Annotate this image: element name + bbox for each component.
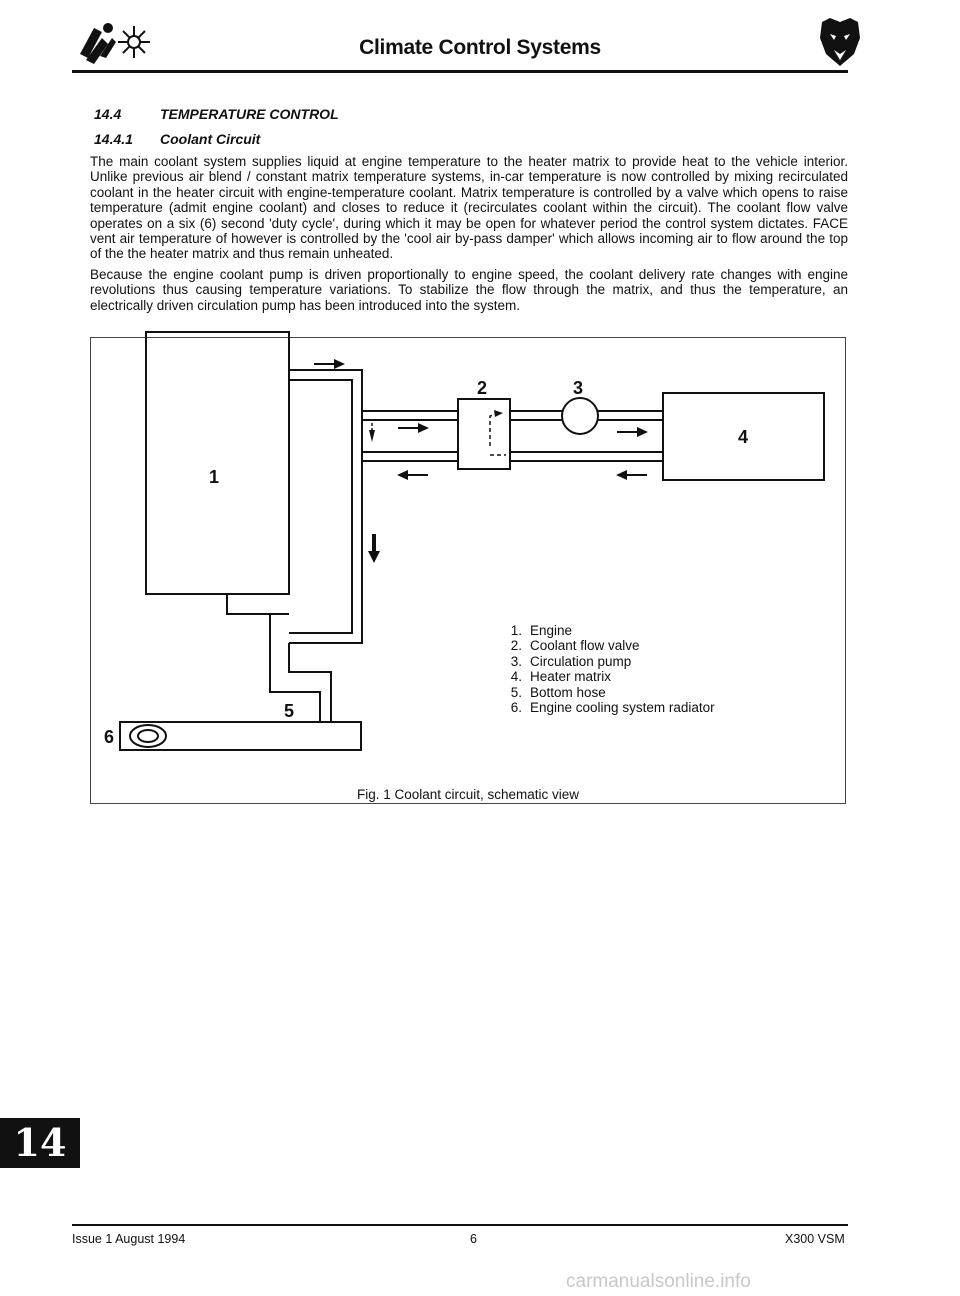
subsection-title: Coolant Circuit xyxy=(160,131,261,147)
valve-arrow-icon xyxy=(494,410,503,417)
legend-number: 6. xyxy=(510,700,522,716)
flow-arrow-left-icon xyxy=(616,470,647,480)
legend-item xyxy=(500,623,715,638)
section-tab: 14 xyxy=(0,1118,80,1168)
return-pipe-b xyxy=(510,452,663,461)
section-number: 14.4 xyxy=(94,106,122,122)
footer-page-number: 6 xyxy=(470,1232,477,1246)
legend-item xyxy=(500,638,715,653)
legend-number: 2. xyxy=(510,638,522,654)
circulation-pump xyxy=(562,398,598,434)
flow-arrow-right-icon xyxy=(314,359,345,369)
legend-item xyxy=(500,669,715,684)
legend-label: Coolant flow valve xyxy=(530,638,640,654)
watermark: carmanualsonline.info xyxy=(566,1271,751,1292)
body-paragraph-1: The main coolant system supplies liquid at engine temperature to the heater matrix to provide heat to the vehicle interior. Unlike previous air blend / constant matrix temperature systems, in-car temperature is now controlled by mixing recirculated coolant in the heater circuit with engine-temperature coolant. Matrix temperature is controlled by a valve which opens to raise temperature (admit engine coolant) and closes to reduce it (recirculates coolant within the circuit). The coolant flow valve operates on a six (6) second 'duty cycle', during which it may be open for whatever period the control system dictates. FACE vent air temperature of however is controlled by the 'cool air by-pass damper' which allows incoming air to flow around the top of the the heater matrix and thus remain unheated. xyxy=(90,154,848,262)
section-title: TEMPERATURE CONTROL xyxy=(160,106,339,122)
page-header-title: Climate Control Systems xyxy=(359,36,601,59)
footer-rule xyxy=(72,1224,848,1226)
legend-label: Circulation pump xyxy=(530,653,632,669)
supply-pipe-a xyxy=(362,411,458,420)
engine-block xyxy=(146,332,289,594)
flow-arrow-right-icon xyxy=(398,423,429,433)
legend-number: 4. xyxy=(510,669,522,685)
subsection-number: 14.4.1 xyxy=(94,131,133,147)
legend-number: 5. xyxy=(510,684,522,700)
engine-inner-hose xyxy=(289,380,352,633)
radiator-cap-inner xyxy=(138,730,158,742)
legend-number: 1. xyxy=(510,623,522,638)
legend-label: Heater matrix xyxy=(530,669,612,685)
footer-issue: Issue 1 August 1994 xyxy=(72,1232,186,1246)
callout-3: 3 xyxy=(573,378,584,398)
radiator-cap xyxy=(130,725,166,747)
valve-internal-symbol xyxy=(490,413,506,455)
callout-6: 6 xyxy=(104,727,115,747)
legend-number: 3. xyxy=(510,653,522,669)
callout-2: 2 xyxy=(477,378,488,398)
callout-4: 4 xyxy=(738,427,749,447)
supply-pipe-c xyxy=(598,411,663,420)
flow-arrow-right-icon xyxy=(617,427,648,437)
figure-legend xyxy=(500,623,715,715)
legend-item xyxy=(500,654,715,669)
flow-arrow-left-icon xyxy=(397,470,428,480)
legend-item xyxy=(500,700,715,715)
legend-label: Bottom hose xyxy=(530,684,606,700)
legend-label: Engine cooling system radiator xyxy=(530,700,715,716)
footer-model: X300 VSM xyxy=(785,1232,845,1246)
figure-caption: Fig. 1 Coolant circuit, schematic view xyxy=(356,787,580,802)
bottom-hose-outer xyxy=(270,614,320,722)
bottom-hose-inner xyxy=(289,643,331,722)
flow-arrow-down-icon xyxy=(368,534,380,563)
legend-label: Engine xyxy=(530,623,573,638)
return-pipe-a xyxy=(362,452,458,461)
legend-item xyxy=(500,685,715,700)
coolant-flow-valve xyxy=(458,399,510,469)
supply-pipe-b xyxy=(510,411,562,420)
engine-lower-outline xyxy=(227,594,289,614)
body-paragraph-2: Because the engine coolant pump is driven proportionally to engine speed, the coolant delivery rate changes with engine revolutions thus causing temperature variations. To stabilize the flow through the matrix, and thus the temperature, an electrically driven circulation pump has been introduced into the system. xyxy=(90,267,848,313)
callout-5: 5 xyxy=(284,701,295,721)
small-flow-arrow-down-icon xyxy=(369,430,375,442)
callout-1: 1 xyxy=(209,467,220,487)
